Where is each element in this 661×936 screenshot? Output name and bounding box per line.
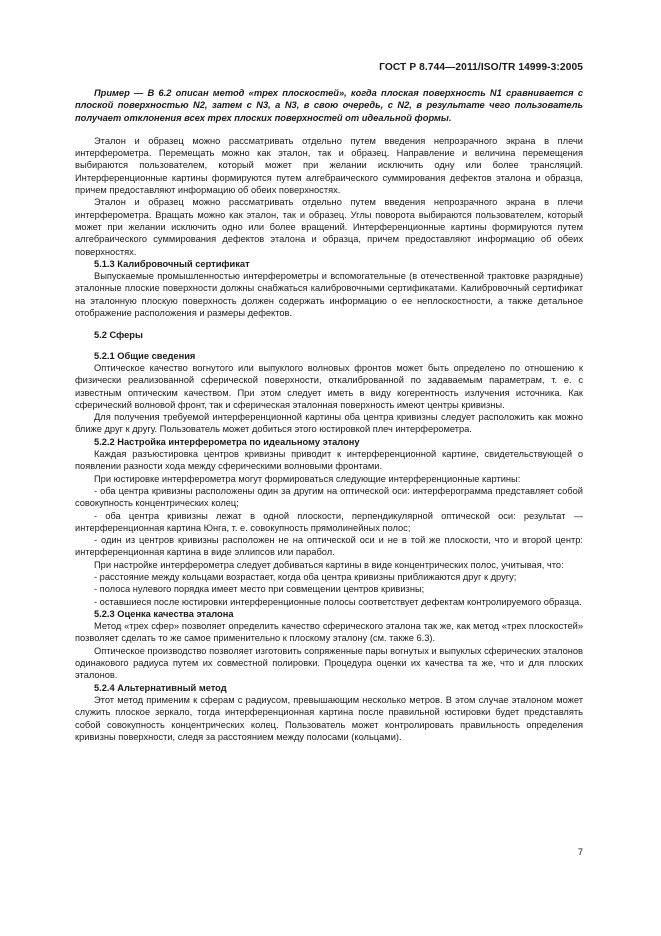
list-item: - оставшиеся после юстировки интерференционные полосы соответствует дефектам контролируемого образца. <box>94 596 582 607</box>
list-item: - оба центра кривизны расположены один за другим на оптической оси: интерферограмма представляет собой совокупность концентрических колец; <box>75 485 583 509</box>
page-content <box>75 87 583 743</box>
page-number: 7 <box>577 847 583 857</box>
paragraph: Для получения требуемой интерференционной картины оба центра кривизны следует расположить как можно ближе друг к другу. Пользователь может добиться этого юстировкой плеч интерферометра. <box>75 412 583 435</box>
list-item: - расстояние между кольцами возрастает, когда оба центра кривизны приближаются друг к другу; <box>94 571 517 582</box>
section-heading-5-2-3: 5.2.3 Оценка качества эталона <box>94 608 234 619</box>
standard-header: ГОСТ Р 8.744—2011/ISO/TR 14999-3:2005 <box>379 62 583 73</box>
section-heading-5-2-4: 5.2.4 Альтернативный метод <box>94 682 227 693</box>
list-item: - полоса нулевого порядка имеет место при совмещении центров кривизны; <box>94 584 425 595</box>
paragraph: Этот метод применим к сферам с радиусом, превышающим несколько метров. В этом случае эталоном может служить плоское зеркало, тогда интерференционная картина после правильной юстировки будет представлять собой совокупность концентрических колец. Пользователь может контролировать правильность определения кривизны поверхности, следя за расстоянием между полосами (кольцами). <box>75 694 583 742</box>
section-heading-5-2-1: 5.2.1 Общие сведения <box>94 350 196 361</box>
paragraph: При настройке интерферометра следует добиваться картины в виде концентрических полос, учитывая, что: <box>94 559 564 570</box>
example-note: Пример — В 6.2 описан метод «трех плоскостей», когда плоская поверхность N1 сравнивается с плоской поверхностью N2, затем с N3, а N3, в свою очередь, с N2, в результате чего пользователь получает отклонения всех трех плоских поверхностей от идеальной формы. <box>75 88 583 123</box>
paragraph: Каждая разъюстировка центров кривизны приводит к интерференционной картине, свидетельствующей о появлении разности хода между сферическими волновыми фронтами. <box>75 449 583 472</box>
paragraph: Выпускаемые промышленностью интерферометры и вспомогательные (в отечественной трактовке разрядные) эталонные плоские поверхности должны снабжаться калибровочными сертификатами. Калибровочный сертификат на эталонную плоскую поверхность должен содержать информацию о ее неплоскостности, а также детальное отображение расположения и размеры дефектов. <box>75 271 583 319</box>
paragraph: Эталон и образец можно рассматривать отдельно путем введения непрозрачного экрана в плечи интерферометра. Вращать можно как эталон, так и образец. Углы поворота выбираются пользователем, который может при желании исключить одно или более вращений. Интерференционные картины формируются путем алгебраического суммирования дефектов эталона и образца, причем предоставляют информацию об обеих поверхностях. <box>75 197 583 257</box>
paragraph: При юстировке интерферометра могут формироваться следующие интерференционные картины: <box>94 473 521 484</box>
section-heading-5-1-3: 5.1.3 Калибровочный сертификат <box>94 258 250 269</box>
paragraph: Эталон и образец можно рассматривать отдельно путем введения непрозрачного экрана в плечи интерферометра. Перемещать можно как эталон, так и образец. Направление и величина перемещения выбираются пользователем, который может при желании исключить одну или более трансляций. Интерференционные картины формируются путем алгебраического суммирования дефектов эталона и образца, причем предоставляют информацию об обеих поверхностях. <box>75 135 583 196</box>
paragraph: Оптическое качество вогнутого или выпуклого волновых фронтов может быть определено по отношению к физически реализованной сферической поверхности, откалиброванной по задаваемым параметрам, т. е. с известным оптическим качеством. При этом следует иметь в виду когерентность излучения источника. Как сферический волновой фронт, так и сферическая эталонная поверхность имеют центры кривизны. <box>75 362 583 410</box>
paragraph: Оптическое производство позволяет изготовить сопряженные пары вогнутых и выпуклых сферических эталонов одинакового радиуса путем их совместной полировки. Процедура оценки их качества та же, что и для плоских эталонов. <box>75 645 583 681</box>
section-heading-5-2-2: 5.2.2 Настройка интерферометра по идеальному эталону <box>94 436 360 447</box>
list-item: - оба центра кривизны лежат в одной плоскости, перпендикулярной оптической оси: результат — интерференционная картина Юнга, т. е. совокупность прямолинейных полос; <box>75 510 583 533</box>
section-heading-5-2: 5.2 Сферы <box>94 330 143 341</box>
paragraph: Метод «трех сфер» позволяет определить качество сферического эталона так же, как метод «трех плоскостей» позволяет сделать то же самое применительно к плоскому эталону (см. также 6.3). <box>75 621 583 644</box>
list-item: - один из центров кривизны расположен не на оптической оси и не в той же плоскости, что и второй центр: интерференционная картина в виде эллипсов или парабол. <box>75 535 583 558</box>
